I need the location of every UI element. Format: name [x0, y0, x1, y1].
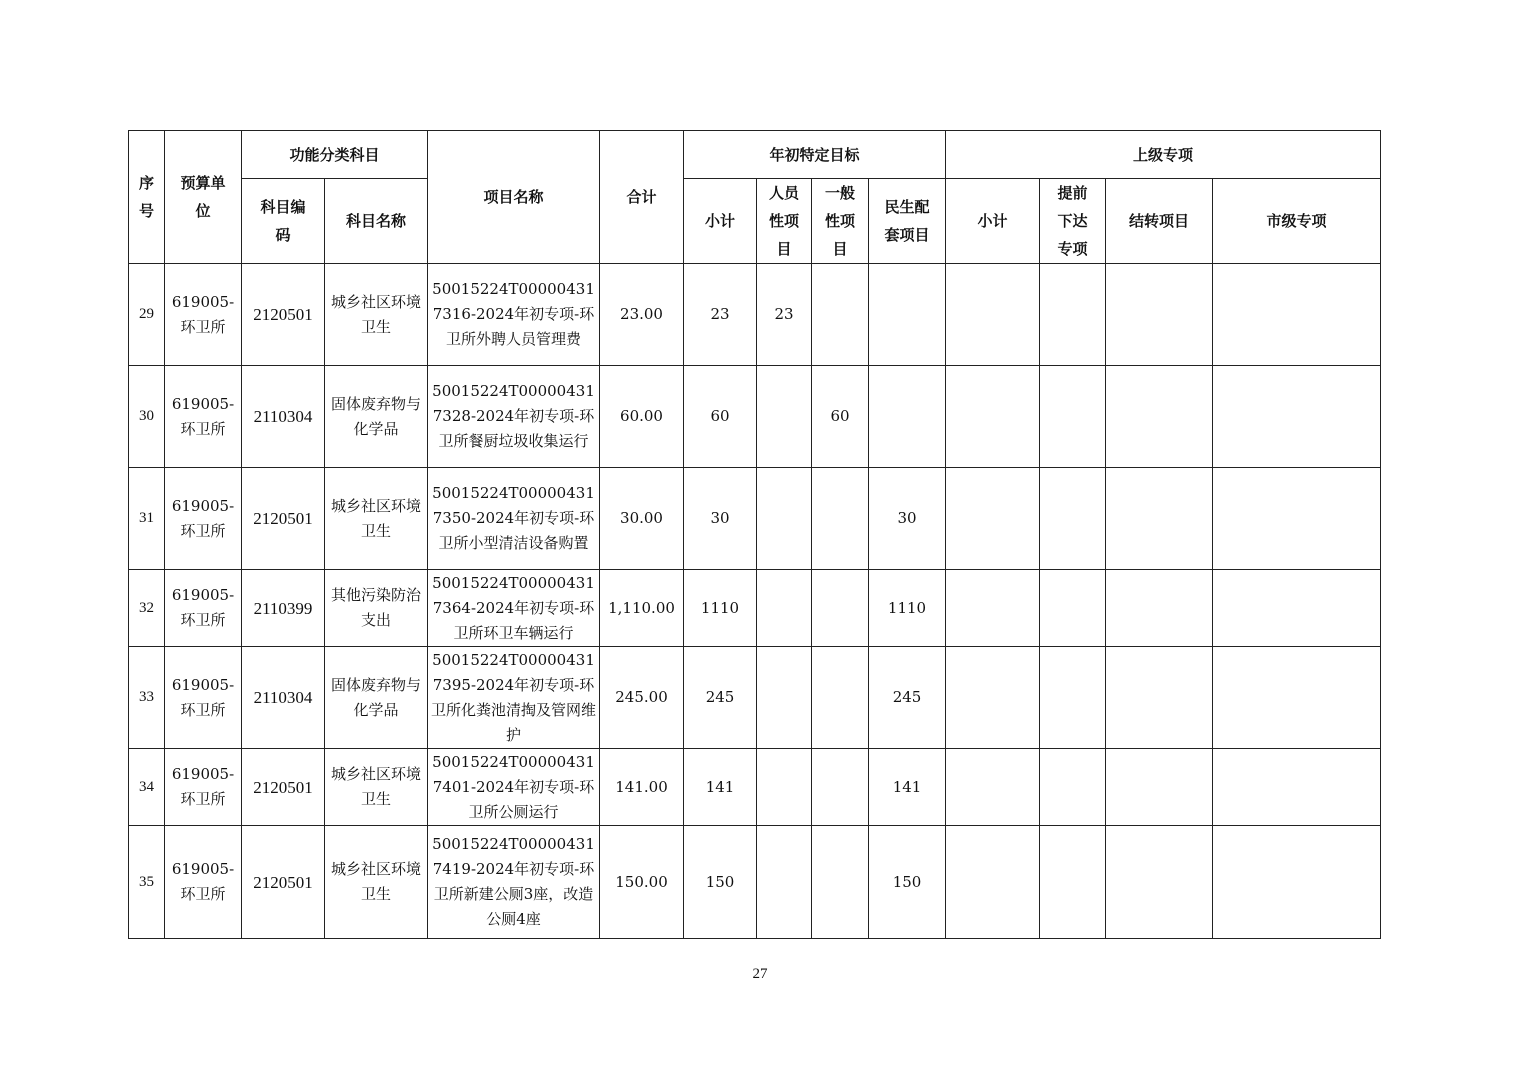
- cell-project: 50015224T000004317419-2024年初专项-环卫所新建公厕3座，改造公厕4座: [428, 826, 600, 939]
- cell-unit: 619005-环卫所: [165, 826, 242, 939]
- cell-unit: 619005-环卫所: [165, 570, 242, 647]
- table-row: [129, 468, 1381, 570]
- cell-personnel: [757, 468, 812, 570]
- cell-livelihood: 1110: [869, 570, 946, 647]
- table-row: [129, 570, 1381, 647]
- cell-higher-city: [1213, 570, 1381, 647]
- cell-higher-advance: [1040, 647, 1106, 749]
- cell-unit: 619005-环卫所: [165, 366, 242, 468]
- cell-project: 50015224T000004317395-2024年初专项-环卫所化粪池清掏及管网维护: [428, 647, 600, 749]
- cell-total: 1,110.00: [600, 570, 684, 647]
- cell-higher-city: [1213, 749, 1381, 826]
- cell-subtotal: 23: [684, 264, 757, 366]
- cell-code: 2120501: [242, 468, 325, 570]
- cell-total: 245.00: [600, 647, 684, 749]
- cell-general: [812, 468, 869, 570]
- cell-seq: 32: [129, 570, 165, 647]
- cell-higher-subtotal: [946, 264, 1040, 366]
- cell-code: 2120501: [242, 264, 325, 366]
- cell-subtotal: 150: [684, 826, 757, 939]
- cell-higher-carryover: [1106, 264, 1213, 366]
- cell-higher-carryover: [1106, 570, 1213, 647]
- cell-livelihood: [869, 366, 946, 468]
- cell-code: 2120501: [242, 749, 325, 826]
- cell-total: 141.00: [600, 749, 684, 826]
- header-project-name: 项目名称: [428, 131, 600, 264]
- cell-higher-carryover: [1106, 749, 1213, 826]
- cell-higher-carryover: [1106, 366, 1213, 468]
- cell-subject: 城乡社区环境卫生: [325, 749, 428, 826]
- cell-general: [812, 826, 869, 939]
- header-subject-code: 科目编 码: [242, 179, 325, 264]
- cell-seq: 35: [129, 826, 165, 939]
- cell-code: 2110304: [242, 366, 325, 468]
- header-unit: 预算单 位: [165, 131, 242, 264]
- header-higher-group: 上级专项: [946, 131, 1381, 179]
- cell-higher-subtotal: [946, 826, 1040, 939]
- cell-code: 2120501: [242, 826, 325, 939]
- cell-livelihood: 30: [869, 468, 946, 570]
- header-subject-name: 科目名称: [325, 179, 428, 264]
- cell-general: [812, 570, 869, 647]
- cell-personnel: 23: [757, 264, 812, 366]
- cell-total: 23.00: [600, 264, 684, 366]
- cell-higher-city: [1213, 826, 1381, 939]
- cell-general: [812, 264, 869, 366]
- cell-higher-city: [1213, 468, 1381, 570]
- cell-total: 30.00: [600, 468, 684, 570]
- cell-project: 50015224T000004317328-2024年初专项-环卫所餐厨垃圾收集运行: [428, 366, 600, 468]
- cell-general: 60: [812, 366, 869, 468]
- cell-higher-advance: [1040, 826, 1106, 939]
- table-row: [129, 749, 1381, 826]
- cell-personnel: [757, 826, 812, 939]
- cell-subject: 固体废弃物与化学品: [325, 366, 428, 468]
- cell-personnel: [757, 749, 812, 826]
- cell-seq: 33: [129, 647, 165, 749]
- budget-table: [128, 130, 1381, 939]
- cell-higher-subtotal: [946, 570, 1040, 647]
- cell-higher-subtotal: [946, 647, 1040, 749]
- header-seq: 序 号: [129, 131, 165, 264]
- header-higher-carryover: 结转项目: [1106, 179, 1213, 264]
- header-target-general: 一般 性项 目: [812, 179, 869, 264]
- cell-higher-subtotal: [946, 468, 1040, 570]
- cell-higher-city: [1213, 264, 1381, 366]
- cell-higher-carryover: [1106, 647, 1213, 749]
- cell-code: 2110399: [242, 570, 325, 647]
- cell-subtotal: 1110: [684, 570, 757, 647]
- cell-livelihood: [869, 264, 946, 366]
- cell-general: [812, 749, 869, 826]
- header-higher-subtotal: 小计: [946, 179, 1040, 264]
- table-row: [129, 264, 1381, 366]
- cell-higher-advance: [1040, 366, 1106, 468]
- cell-subtotal: 60: [684, 366, 757, 468]
- cell-higher-subtotal: [946, 749, 1040, 826]
- cell-total: 150.00: [600, 826, 684, 939]
- cell-subtotal: 30: [684, 468, 757, 570]
- cell-general: [812, 647, 869, 749]
- cell-unit: 619005-环卫所: [165, 468, 242, 570]
- page-number: 27: [752, 966, 768, 982]
- header-target-subtotal: 小计: [684, 179, 757, 264]
- cell-higher-city: [1213, 366, 1381, 468]
- cell-subject: 固体废弃物与化学品: [325, 647, 428, 749]
- table-row: [129, 366, 1381, 468]
- cell-livelihood: 245: [869, 647, 946, 749]
- cell-subject: 其他污染防治支出: [325, 570, 428, 647]
- cell-higher-advance: [1040, 749, 1106, 826]
- cell-project: 50015224T000004317364-2024年初专项-环卫所环卫车辆运行: [428, 570, 600, 647]
- table-row: [129, 826, 1381, 939]
- cell-subject: 城乡社区环境卫生: [325, 468, 428, 570]
- cell-higher-advance: [1040, 468, 1106, 570]
- cell-higher-carryover: [1106, 468, 1213, 570]
- header-higher-city: 市级专项: [1213, 179, 1381, 264]
- cell-project: 50015224T000004317316-2024年初专项-环卫所外聘人员管理费: [428, 264, 600, 366]
- cell-total: 60.00: [600, 366, 684, 468]
- cell-subtotal: 141: [684, 749, 757, 826]
- cell-subtotal: 245: [684, 647, 757, 749]
- cell-personnel: [757, 647, 812, 749]
- header-total: 合计: [600, 131, 684, 264]
- cell-unit: 619005-环卫所: [165, 264, 242, 366]
- cell-livelihood: 150: [869, 826, 946, 939]
- cell-project: 50015224T000004317350-2024年初专项-环卫所小型清洁设备购置: [428, 468, 600, 570]
- header-target-livelihood: 民生配 套项目: [869, 179, 946, 264]
- cell-personnel: [757, 570, 812, 647]
- header-target-personnel: 人员 性项 目: [757, 179, 812, 264]
- header-target-group: 年初特定目标: [684, 131, 946, 179]
- cell-seq: 34: [129, 749, 165, 826]
- header-function-group: 功能分类科目: [242, 131, 428, 179]
- cell-subject: 城乡社区环境卫生: [325, 826, 428, 939]
- cell-unit: 619005-环卫所: [165, 749, 242, 826]
- cell-higher-carryover: [1106, 826, 1213, 939]
- cell-subject: 城乡社区环境卫生: [325, 264, 428, 366]
- cell-higher-subtotal: [946, 366, 1040, 468]
- cell-higher-advance: [1040, 570, 1106, 647]
- cell-livelihood: 141: [869, 749, 946, 826]
- cell-unit: 619005-环卫所: [165, 647, 242, 749]
- cell-code: 2110304: [242, 647, 325, 749]
- cell-seq: 31: [129, 468, 165, 570]
- cell-higher-advance: [1040, 264, 1106, 366]
- cell-project: 50015224T000004317401-2024年初专项-环卫所公厕运行: [428, 749, 600, 826]
- cell-higher-city: [1213, 647, 1381, 749]
- header-higher-advance: 提前 下达 专项: [1040, 179, 1106, 264]
- table-row: [129, 647, 1381, 749]
- cell-personnel: [757, 366, 812, 468]
- cell-seq: 29: [129, 264, 165, 366]
- cell-seq: 30: [129, 366, 165, 468]
